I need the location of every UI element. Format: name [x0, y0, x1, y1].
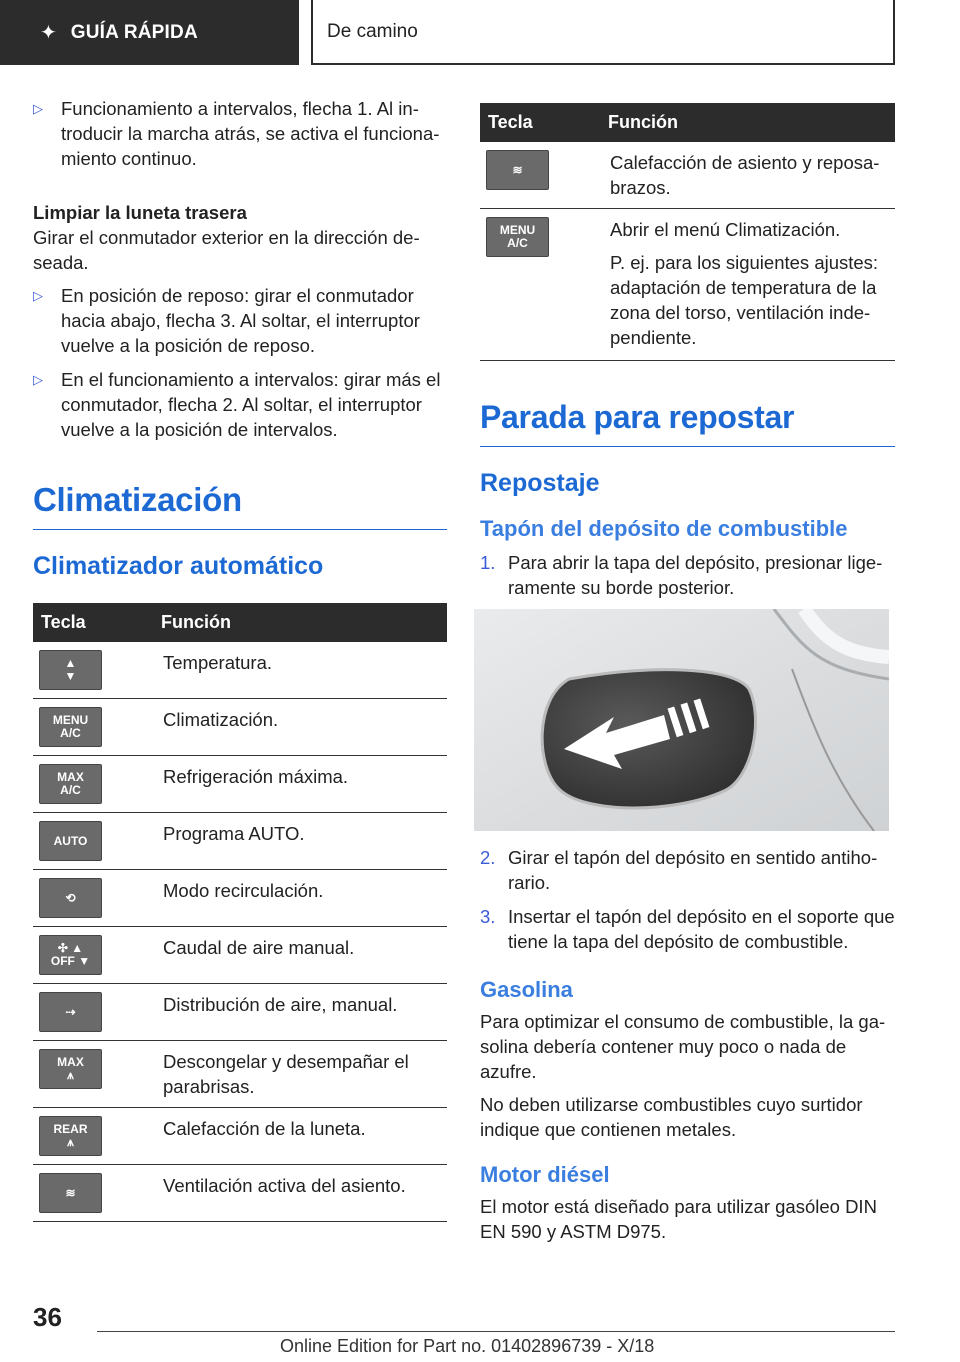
function-text: Refrigeración máxima.: [157, 756, 447, 813]
table-row: [33, 756, 447, 813]
right-column: [480, 103, 895, 1244]
climate-key-icon: AUTO: [39, 821, 102, 861]
function-text: Caudal de aire manual.: [157, 927, 447, 984]
section-heading: Parada para repostar: [480, 399, 895, 447]
list-item: 3. Insertar el tapón del depósito en el soporte que tiene la tapa del depósito de combustible.: [480, 906, 895, 952]
climate-key-icon: ▲ ▼: [39, 650, 102, 690]
fuel-flap-illustration: [474, 609, 889, 831]
footer-divider: [97, 1331, 895, 1332]
table-row: [33, 870, 447, 927]
table-row: [33, 984, 447, 1041]
climate-key-icon: ⟲: [39, 878, 102, 918]
star-icon: ✦: [40, 22, 57, 44]
column-header: Función: [157, 603, 447, 642]
paragraph: No deben utilizarse combustibles cuyo surtidor indique que contienen metales.: [480, 1094, 863, 1140]
column-header: Función: [604, 103, 895, 142]
list-item: 1. Para abrir la tapa del depósito, presionar ligeramente su borde posterior.: [480, 552, 883, 598]
function-text: Climatización.: [157, 699, 447, 756]
function-text: Distribución de aire, manual.: [157, 984, 447, 1041]
climate-key-icon: ≋: [39, 1173, 102, 1213]
function-text: Calefacción de la luneta.: [157, 1108, 447, 1165]
triangle-bullet-icon: ▷: [33, 288, 43, 303]
subsection-heading: Climatizador automático: [33, 552, 324, 580]
page-number: 36: [33, 1302, 62, 1332]
climate-key-icon: ✣ ▲ OFF ▼: [39, 935, 102, 975]
function-text: Programa AUTO.: [157, 813, 447, 870]
section-tab-quick-guide[interactable]: [0, 0, 299, 65]
paragraph: El motor está diseñado para utilizar gasóleo DIN EN 590 y ASTM D975.: [480, 1196, 877, 1242]
function-text: Modo recirculación.: [157, 870, 447, 927]
table-row: [33, 927, 447, 984]
function-text: Descongelar y desempañar el parabrisas.: [157, 1041, 447, 1108]
chapter-header: [311, 0, 895, 65]
triangle-bullet-icon: ▷: [33, 372, 43, 387]
table-row: [33, 1041, 447, 1108]
function-text: Temperatura.: [157, 642, 447, 699]
table-row: [33, 642, 447, 699]
column-header: Tecla: [33, 603, 157, 642]
list-item: ▷ En el funcionamiento a intervalos: girar más el conmutador, flecha 2. Al soltar, el interruptor vuelve a la posición de intervalos.: [33, 369, 441, 440]
list-item: 2. Girar el tapón del depósito en sentido antihorario.: [480, 847, 878, 893]
paragraph: Para optimizar el consumo de combustible, la gasolina debería contener muy poco o nada de azufre.: [480, 1011, 886, 1082]
topic-heading: Motor diésel: [480, 1162, 610, 1187]
seat-keys-table: [480, 103, 895, 361]
list-item: ▷ En posición de reposo: girar el conmutador hacia abajo, flecha 3. Al soltar, el interruptor vuelve a la posición de reposo.: [33, 285, 420, 356]
menu-ac-key-icon: MENU A/C: [486, 217, 549, 257]
function-text: Ventilación activa del asiento.: [157, 1165, 447, 1222]
table-row: [33, 699, 447, 756]
edition-note: Online Edition for Part no. 01402896739 - X/18: [280, 1336, 655, 1356]
subsection-title: Limpiar la luneta trasera: [33, 202, 247, 223]
table-row: [33, 1108, 447, 1165]
table-row: [33, 1165, 447, 1222]
climate-key-icon: MAX A/C: [39, 764, 102, 804]
climate-key-icon: ⇢: [39, 992, 102, 1032]
table-row: MENU A/C Abrir el menú Climatización. P. ej. para los siguientes ajustes: adaptación de temperatura de la zona del torso, ventilación independiente.: [480, 209, 895, 361]
triangle-bullet-icon: ▷: [33, 101, 43, 116]
topic-heading: Tapón del depósito de combustible: [480, 516, 848, 541]
climate-keys-table: [33, 603, 447, 1222]
chapter-title: De camino: [327, 20, 418, 42]
table-row: [33, 813, 447, 870]
column-header: Tecla: [480, 103, 604, 142]
paragraph: Girar el conmutador exterior en la dirección deseada.: [33, 227, 420, 273]
seat-heating-key-icon: ≋: [486, 150, 549, 190]
list-item: ▷ Funcionamiento a intervalos, flecha 1. Al introducir la marcha atrás, se activa el funcionamiento continuo.: [33, 98, 440, 169]
topic-heading: Gasolina: [480, 977, 573, 1002]
climate-key-icon: MAX ⩚: [39, 1049, 102, 1089]
climate-key-icon: REAR ⩚: [39, 1116, 102, 1156]
subsection-heading: Repostaje: [480, 469, 600, 497]
section-tab-label: GUÍA RÁPIDA: [70, 21, 198, 43]
left-column: [33, 96, 447, 1222]
climate-key-icon: MENU A/C: [39, 707, 102, 747]
section-heading: Climatización: [33, 481, 447, 530]
table-row: ≋ Calefacción de asiento y reposabrazos.: [480, 142, 895, 209]
